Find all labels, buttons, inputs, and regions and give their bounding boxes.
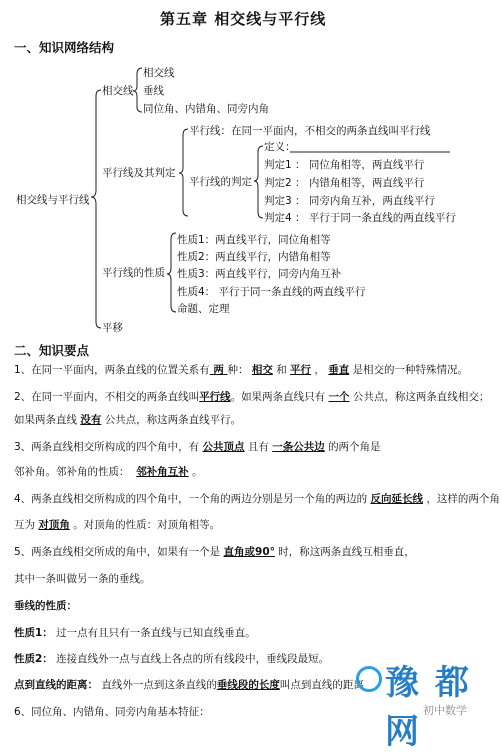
tree-leaf: 平行线：在同一平面内，不相交的两条直线叫平行线 (189, 125, 431, 137)
tree-branch-parallel-judgement: 平行线及其判定 (102, 167, 176, 179)
watermark-subtitle: 初中数学 (423, 704, 467, 717)
paragraph-4-line-2: 互为 对顶角 。对顶角的性质：对顶角相等。 (14, 519, 221, 531)
tree-leaf: 命题、定理 (177, 303, 230, 315)
tree-leaf: 性质1：两直线平行，同位角相等 (177, 234, 331, 246)
paragraph-4-line-1: 4、两条直线相交所构成的四个角中，一个角的两边分别是另一个角的两边的 反向延长线 ，这样的两个角 (14, 493, 500, 505)
perpendicular-properties-heading: 垂线的性质： (14, 600, 77, 612)
watermark-logo-icon (356, 666, 382, 692)
paragraph-3-line-2: 邻补角。邻补角的性质： 邻补角互补 。 (14, 466, 203, 478)
paragraph-5-line-1: 5、两条直线相交所成的角中，如果有一个是 直角或90° 时，称这两条直线互相垂直， (14, 546, 415, 558)
tree-leaf: 定义： (264, 141, 296, 153)
tree-leaf: 判定4 ： 平行于同一条直线的两直线平行 (264, 212, 456, 224)
section-heading-key-points: 二、知识要点 (14, 343, 90, 358)
paragraph-3-line-1: 3、两条直线相交所构成的四个角中，有 公共顶点 且有 一条公共边 的两个角是 (14, 441, 381, 453)
paragraph-2-line-2: 如果两条直线 没有 公共点，称这两条直线平行。 (14, 414, 242, 426)
tree-leaf: 判定2 ： 内错角相等，两直线平行 (264, 177, 425, 189)
page-title: 第五章 相交线与平行线 (160, 10, 327, 28)
tree-branch-translation: 平移 (102, 322, 123, 334)
watermark-site-name: 豫 都 网 (385, 663, 471, 752)
paragraph-6: 6、同位角、内错角、同旁内角基本特征： (14, 706, 210, 718)
point-line-distance: 点到直线的距离： 直线外一点到这条直线的垂线段的长度叫点到直线的距离 (14, 679, 364, 691)
tree-branch-properties: 平行线的性质 (102, 267, 165, 279)
tree-leaf: 判定3 ： 同旁内角互补，两直线平行 (264, 195, 435, 207)
perpendicular-property-2: 性质2： 连接直线外一点与直线上各点的所有线段中，垂线段最短。 (14, 653, 330, 665)
tree-leaf: 判定1 ： 同位角相等，两直线平行 (264, 159, 425, 171)
tree-leaf: 性质3：两直线平行，同旁内角互补 (177, 268, 342, 280)
tree-branch-judgement: 平行线的判定 (189, 176, 252, 188)
tree-root: 相交线与平行线 (16, 194, 90, 206)
tree-leaf: 性质4： 平行于同一条直线的两直线平行 (177, 286, 366, 298)
tree-leaf: 垂线 (143, 85, 164, 97)
tree-leaf: 性质2：两直线平行，内错角相等 (177, 251, 331, 263)
paragraph-5-line-2: 其中一条叫做另一条的垂线。 (14, 573, 151, 585)
paragraph-2-line-1: 2、在同一平面内，不相交的两条直线叫平行线。如果两条直线只有 一个 公共点，称这两条直线相交； (14, 391, 490, 403)
section-heading-structure: 一、知识网络结构 (14, 40, 115, 55)
tree-leaf: 同位角、内错角、同旁内角 (143, 103, 269, 115)
tree-leaf: 相交线 (143, 67, 175, 79)
tree-branch-intersecting: 相交线 (102, 85, 134, 97)
perpendicular-property-1: 性质1： 过一点有且只有一条直线与已知直线垂直。 (14, 627, 256, 639)
paragraph-1: 1、在同一平面内，两条直线的位置关系有 两 种： 相交 和 平行 ， 垂直 是相交的一种特殊情况。 (14, 364, 469, 376)
